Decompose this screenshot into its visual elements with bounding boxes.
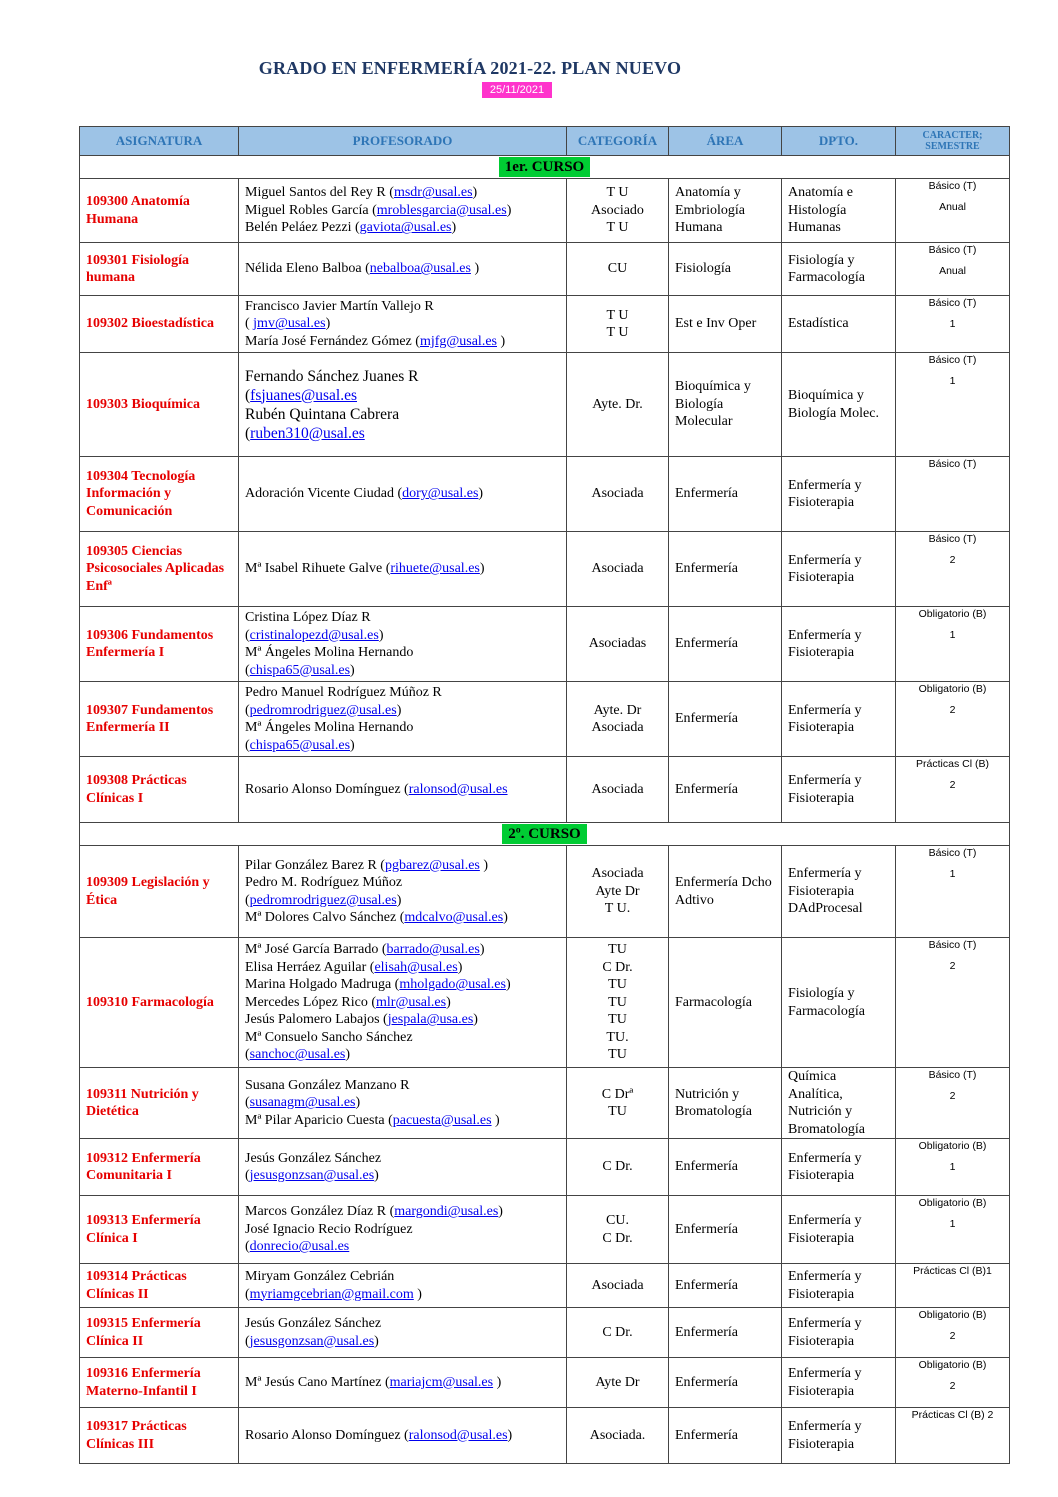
department-cell: Fisiología y Farmacología (782, 243, 896, 296)
department-cell: Estadística (782, 296, 896, 353)
caracter-type: Prácticas Cl (B) 2 (911, 1409, 994, 1421)
table-row (80, 757, 1010, 823)
category-cell (567, 682, 669, 757)
table-body (80, 156, 1010, 1464)
professor-line: Pedro Manuel Rodríguez Múñoz R (245, 685, 442, 700)
professors-cell (239, 296, 567, 353)
caracter-cell (896, 607, 1010, 682)
professor-line: Miguel Santos del Rey R (msdr@usal.es) (245, 185, 478, 201)
table-row (80, 1196, 1010, 1264)
caracter-type: Básico (T) (928, 458, 977, 470)
area-cell: Farmacología (669, 938, 782, 1068)
caracter-type: Básico (T) (928, 533, 977, 545)
area-cell: Anatomía y Embriología Humana (669, 179, 782, 243)
professor-line: Rosario Alonso Domínguez (ralonsod@usal.es (245, 781, 508, 797)
course-cell (80, 156, 1010, 179)
professors-cell (239, 243, 567, 296)
category-line: Ayte Dr (595, 1374, 640, 1390)
subject-name: 109308 Prácticas Clínicas I (80, 757, 239, 823)
caracter-type: Obligatorio (B) (918, 1359, 987, 1371)
professor-line: Mª Dolores Calvo Sánchez (mdcalvo@usal.es) (245, 910, 508, 925)
category-line: TU (608, 1047, 627, 1063)
email-link[interactable]: elisah@usal.es (374, 959, 458, 975)
category-line: C Dr. (602, 959, 633, 975)
professor-line: (jesusgonzsan@usal.es) (245, 1333, 379, 1349)
area-cell: Enfermería (669, 757, 782, 823)
area-cell: Enfermería (669, 1139, 782, 1196)
table-row (80, 938, 1010, 1068)
professor-line: Mª José García Barrado (barrado@usal.es) (245, 942, 485, 958)
category-line: Asociada (591, 720, 644, 735)
caracter-type: Prácticas Cl (B) (916, 758, 989, 770)
subjects-table (79, 126, 1010, 1464)
professors-cell (239, 938, 567, 1068)
department-cell: Enfermería y Fisioterapia (782, 607, 896, 682)
table-row (80, 1068, 1010, 1139)
subject-name: 109315 Enfermería Clínica II (80, 1308, 239, 1358)
area-cell: Enfermería (669, 1264, 782, 1308)
table-row (80, 607, 1010, 682)
department-cell: Enfermería y Fisioterapia (782, 457, 896, 532)
professor-line: Jesús González Sánchez (245, 1316, 382, 1331)
professors-cell (239, 607, 567, 682)
semester-value: Anual (939, 265, 966, 277)
area-cell: Bioquímica y Biología Molecular (669, 353, 782, 457)
caracter-cell (896, 353, 1010, 457)
professor-line: (susanagm@usal.es) (245, 1095, 361, 1111)
professors-cell (239, 682, 567, 757)
email-link[interactable]: susanagm@usal.es (249, 1095, 356, 1111)
category-cell (567, 1139, 669, 1196)
professors-cell (239, 1358, 567, 1408)
email-link[interactable]: pacuesta@usal.es (392, 1112, 492, 1128)
table-row (80, 1408, 1010, 1464)
professors-cell (239, 457, 567, 532)
category-line: T U (606, 307, 629, 323)
professors-cell (239, 532, 567, 607)
caracter-cell (896, 1358, 1010, 1408)
category-cell (567, 757, 669, 823)
semester-value: 2 (949, 1090, 956, 1102)
caracter-cell (896, 1196, 1010, 1264)
professors-cell (239, 757, 567, 823)
caracter-cell (896, 1264, 1010, 1308)
caracter-cell (896, 1308, 1010, 1358)
document-title: GRADO EN ENFERMERÍA 2021-22. PLAN NUEVO (258, 58, 682, 78)
category-cell (567, 1196, 669, 1264)
professor-line: María José Fernández Gómez (mjfg@usal.es ) (245, 333, 506, 349)
professor-line: (cristinalopezd@usal.es) (245, 627, 384, 643)
department-cell: Enfermería y Fisioterapia (782, 1264, 896, 1308)
professor-line: Cristina López Díaz R (245, 610, 371, 625)
professors-cell (239, 1264, 567, 1308)
semester-value: 2 (949, 960, 956, 972)
professors-cell (239, 179, 567, 243)
category-line: CU. (606, 1213, 629, 1228)
category-line: Ayte Dr (595, 883, 640, 899)
caracter-type: Básico (T) (928, 354, 977, 366)
professor-line: Nélida Eleno Balboa (nebalboa@usal.es ) (245, 261, 480, 277)
email-link[interactable]: myriamgcebrian@gmail.com (249, 1286, 414, 1302)
category-line: Ayte. Dr (593, 702, 642, 718)
category-line: T U (606, 325, 629, 340)
professors-cell (239, 846, 567, 938)
table-row (80, 353, 1010, 457)
category-line: TU (608, 1012, 627, 1028)
email-link[interactable]: chispa65@usal.es (249, 662, 351, 678)
category-cell (567, 179, 669, 243)
semester-value: 1 (949, 375, 956, 387)
header-area: ÁREA (669, 127, 782, 156)
caracter-cell (896, 179, 1010, 243)
department-cell: Fisiología y Farmacología (782, 938, 896, 1068)
course-label: 1er. CURSO (499, 157, 590, 177)
professor-line: (sanchoc@usal.es) (245, 1047, 351, 1063)
category-line: Asociada (591, 781, 644, 797)
professors-cell (239, 1308, 567, 1358)
table-row (80, 1264, 1010, 1308)
email-link[interactable]: mariajcm@usal.es (389, 1374, 494, 1390)
category-line: Asociada (591, 486, 644, 502)
professors-cell (239, 1196, 567, 1264)
professor-line: Marcos González Díaz R (margondi@usal.es) (245, 1204, 503, 1220)
department-cell: Enfermería y Fisioterapia (782, 1139, 896, 1196)
caracter-type: Básico (T) (928, 939, 977, 951)
category-cell (567, 1068, 669, 1139)
email-link[interactable]: barrado@usal.es (386, 942, 480, 958)
subject-name: 109307 Fundamentos Enfermería II (80, 682, 239, 757)
category-line: T U (606, 185, 629, 201)
email-link[interactable]: fsjuanes@usal.es (250, 386, 357, 404)
subject-name: 109310 Farmacología (80, 938, 239, 1068)
professor-line: (chispa65@usal.es) (245, 737, 355, 753)
category-line: T U (606, 220, 629, 236)
category-line: C Dr. (602, 1159, 633, 1175)
subject-name: 109305 Ciencias Psicosociales Aplicadas Enfª (80, 532, 239, 607)
email-link[interactable]: jmv@usal.es (253, 316, 326, 332)
caracter-cell (896, 757, 1010, 823)
category-line: TU (608, 942, 627, 958)
category-cell (567, 457, 669, 532)
category-line: Asociadas (588, 636, 647, 652)
professor-line: Rosario Alonso Domínguez (ralonsod@usal.es) (245, 1427, 513, 1443)
department-cell: Enfermería y Fisioterapia (782, 757, 896, 823)
department-cell: Enfermería y Fisioterapia (782, 682, 896, 757)
email-link[interactable]: chispa65@usal.es (249, 737, 351, 753)
professor-line: Jesús Palomero Labajos (jespala@usa.es) (245, 1012, 478, 1028)
caracter-cell (896, 243, 1010, 296)
area-cell: Fisiología (669, 243, 782, 296)
category-cell (567, 846, 669, 938)
header-dpto: DPTO. (782, 127, 896, 156)
caracter-type: Obligatorio (B) (918, 1197, 987, 1209)
email-link[interactable]: jesusgonzsan@usal.es (249, 1333, 375, 1349)
header-profesorado: PROFESORADO (239, 127, 567, 156)
caracter-cell (896, 1408, 1010, 1464)
professor-line: Jesús González Sánchez (245, 1150, 382, 1166)
professor-line: Mercedes López Rico (mlr@usal.es) (245, 994, 451, 1010)
professor-line: Mª Jesús Cano Martínez (mariajcm@usal.es ) (245, 1374, 502, 1390)
semester-value: 2 (949, 554, 956, 566)
semester-value: 1 (949, 629, 956, 641)
category-cell (567, 1408, 669, 1464)
department-cell: Enfermería y Fisioterapia DAdProcesal (782, 846, 896, 938)
category-line: TU (608, 994, 627, 1010)
area-cell: Enfermería (669, 532, 782, 607)
professor-line: Mª Consuelo Sancho Sánchez (245, 1029, 413, 1045)
course-cell (80, 823, 1010, 846)
email-link[interactable]: cristinalopezd@usal.es (249, 627, 379, 643)
semester-value: 2 (949, 779, 956, 791)
email-link[interactable]: mdcalvo@usal.es (404, 910, 504, 925)
caracter-cell (896, 1139, 1010, 1196)
email-link[interactable]: jesusgonzsan@usal.es (249, 1168, 375, 1183)
professor-line: Pedro M. Rodríguez Múñoz (245, 875, 403, 890)
semester-value: 2 (949, 1330, 956, 1342)
caracter-cell (896, 296, 1010, 353)
caracter-cell (896, 532, 1010, 607)
caracter-type: Obligatorio (B) (918, 1309, 987, 1321)
area-cell: Enfermería (669, 682, 782, 757)
professor-line: (pedromrodriguez@usal.es) (245, 702, 402, 718)
professor-line: Mª Isabel Rihuete Galve (rihuete@usal.es) (245, 561, 485, 577)
area-cell: Enfermería (669, 1308, 782, 1358)
category-line: TU. (606, 1029, 629, 1045)
semester-value: 2 (949, 1380, 956, 1392)
email-link[interactable]: mholgado@usal.es (399, 977, 506, 993)
professor-line: (pedromrodriguez@usal.es) (245, 892, 402, 908)
category-line: Asociada (591, 866, 644, 882)
table-row (80, 296, 1010, 353)
subject-name: 109314 Prácticas Clínicas II (80, 1264, 239, 1308)
category-line: CU (607, 261, 628, 277)
subject-name: 109306 Fundamentos Enfermería I (80, 607, 239, 682)
caracter-type: Básico (T) (928, 297, 977, 309)
professor-line: Pilar González Barez R (pgbarez@usal.es ) (245, 857, 489, 873)
table-row (80, 457, 1010, 532)
subject-name: 109316 Enfermería Materno-Infantil I (80, 1358, 239, 1408)
area-cell: Enfermería (669, 457, 782, 532)
professor-line: Elisa Herráez Aguilar (elisah@usal.es) (245, 959, 463, 975)
table-row (80, 1139, 1010, 1196)
email-link[interactable]: pedromrodriguez@usal.es (249, 892, 397, 908)
caracter-type: Obligatorio (B) (918, 1140, 987, 1152)
professor-line: Miguel Robles García (mroblesgarcia@usal.es) (245, 202, 512, 218)
area-cell: Nutrición y Bromatología (669, 1068, 782, 1139)
email-link[interactable]: ralonsod@usal.es (408, 781, 508, 797)
professor-line: Francisco Javier Martín Vallejo R (245, 298, 434, 314)
subject-name: 109312 Enfermería Comunitaria I (80, 1139, 239, 1196)
department-cell: Enfermería y Fisioterapia (782, 532, 896, 607)
caracter-cell (896, 938, 1010, 1068)
email-link[interactable]: dory@usal.es (402, 486, 479, 502)
professor-line: Fernando Sánchez Juanes R (245, 367, 419, 385)
subject-name: 109301 Fisiología humana (80, 243, 239, 296)
area-cell: Enfermería (669, 1196, 782, 1264)
professor-line: (myriamgcebrian@gmail.com ) (245, 1286, 422, 1302)
professor-line: ( jmv@usal.es) (245, 316, 331, 332)
email-link[interactable]: gaviota@usal.es (359, 220, 452, 236)
professors-cell (239, 1139, 567, 1196)
category-line: C Drª (601, 1086, 634, 1102)
department-cell: Anatomía e Histología Humanas (782, 179, 896, 243)
professor-line: (chispa65@usal.es) (245, 662, 355, 678)
area-cell: Enfermería (669, 607, 782, 682)
department-cell: Enfermería y Fisioterapia (782, 1308, 896, 1358)
professor-line: Susana González Manzano R (245, 1077, 410, 1093)
email-link[interactable]: nebalboa@usal.es (369, 261, 471, 277)
professor-line: Adoración Vicente Ciudad (dory@usal.es) (245, 486, 484, 502)
professor-line: Rubén Quintana Cabrera (245, 405, 400, 423)
email-link[interactable]: donrecio@usal.es (249, 1239, 350, 1255)
area-cell: Enfermería Dcho Adtivo (669, 846, 782, 938)
category-line: C Dr. (602, 1324, 633, 1340)
semester-value: 1 (949, 1161, 956, 1173)
subject-name: 109300 Anatomía Humana (80, 179, 239, 243)
table-row (80, 179, 1010, 243)
subject-name: 109304 Tecnología Información y Comunicación (80, 457, 239, 532)
category-line: Asociada (591, 561, 644, 577)
category-cell (567, 532, 669, 607)
table-header (80, 127, 1010, 156)
category-line: Asociada (591, 1277, 644, 1293)
caracter-type: Prácticas Cl (B)1 (913, 1265, 992, 1277)
professor-line: (ruben310@usal.es (245, 424, 365, 442)
caracter-type: Obligatorio (B) (918, 608, 987, 620)
category-line: Asociado (591, 202, 644, 218)
category-cell (567, 1308, 669, 1358)
category-cell (567, 607, 669, 682)
header-categoria: CATEGORÍA (567, 127, 669, 156)
caracter-type: Básico (T) (928, 244, 977, 256)
department-cell: Bioquímica y Biología Molec. (782, 353, 896, 457)
table-row (80, 846, 1010, 938)
area-cell: Enfermería (669, 1358, 782, 1408)
department-cell: Enfermería y Fisioterapia (782, 1196, 896, 1264)
category-line: Ayte. Dr. (592, 396, 643, 412)
semester-value: 1 (949, 318, 956, 330)
email-link[interactable]: msdr@usal.es (393, 185, 473, 201)
category-line: T U. (604, 901, 631, 917)
caracter-type: Básico (T) (928, 847, 977, 859)
table-row (80, 243, 1010, 296)
course-row (80, 156, 1010, 179)
category-line: Asociada. (589, 1427, 646, 1443)
caracter-type: Básico (T) (928, 1069, 977, 1081)
email-link[interactable]: ruben310@usal.es (250, 424, 365, 442)
email-link[interactable]: pgbarez@usal.es (384, 857, 480, 873)
semester-value: 1 (949, 868, 956, 880)
professor-line: Marina Holgado Madruga (mholgado@usal.es) (245, 977, 511, 993)
email-link[interactable]: mroblesgarcia@usal.es (376, 202, 507, 218)
table-row (80, 682, 1010, 757)
email-link[interactable]: rihuete@usal.es (390, 561, 480, 577)
course-row (80, 823, 1010, 846)
table-row (80, 1358, 1010, 1408)
professor-line: Mª Pilar Aparicio Cuesta (pacuesta@usal.es ) (245, 1112, 500, 1128)
professor-line: (jesusgonzsan@usal.es) (245, 1168, 379, 1183)
email-link[interactable]: sanchoc@usal.es (249, 1047, 346, 1063)
subject-name: 109317 Prácticas Clínicas III (80, 1408, 239, 1464)
subject-name: 109311 Nutrición y Dietética (80, 1068, 239, 1139)
professor-line: (fsjuanes@usal.es (245, 386, 357, 404)
semester-value: 2 (949, 704, 956, 716)
category-cell (567, 1264, 669, 1308)
category-line: TU (608, 1104, 627, 1119)
caracter-cell (896, 1068, 1010, 1139)
category-cell (567, 938, 669, 1068)
table-row (80, 1308, 1010, 1358)
semester-value: Anual (939, 201, 966, 213)
professors-cell (239, 353, 567, 457)
category-cell (567, 1358, 669, 1408)
professor-line: Mª Ángeles Molina Hernando (245, 645, 414, 660)
professor-line: José Ignacio Recio Rodríguez (245, 1221, 413, 1237)
category-cell (567, 353, 669, 457)
department-cell: Química Analítica, Nutrición y Bromatología (782, 1068, 896, 1139)
subject-name: 109302 Bioestadística (80, 296, 239, 353)
caracter-cell (896, 682, 1010, 757)
subject-name: 109313 Enfermería Clínica I (80, 1196, 239, 1264)
caracter-type: Básico (T) (928, 180, 977, 192)
professor-line: Mª Ángeles Molina Hernando (245, 720, 414, 735)
header-asignatura: ASIGNATURA (80, 127, 239, 156)
email-link[interactable]: jespala@usa.es (387, 1012, 474, 1028)
category-line: C Dr. (602, 1230, 633, 1246)
department-cell: Enfermería y Fisioterapia (782, 1408, 896, 1464)
caracter-cell (896, 457, 1010, 532)
email-link[interactable]: pedromrodriguez@usal.es (249, 702, 397, 718)
area-cell: Est e Inv Oper (669, 296, 782, 353)
email-link[interactable]: ralonsod@usal.es (408, 1427, 508, 1443)
table-row (80, 532, 1010, 607)
email-link[interactable]: margondi@usal.es (394, 1204, 499, 1220)
department-cell: Enfermería y Fisioterapia (782, 1358, 896, 1408)
course-label: 2º. CURSO (502, 824, 586, 844)
email-link[interactable]: mjfg@usal.es (419, 333, 497, 349)
category-cell (567, 243, 669, 296)
category-cell (567, 296, 669, 353)
professors-cell (239, 1408, 567, 1464)
subject-name: 109309 Legislación y Ética (80, 846, 239, 938)
semester-value: 1 (949, 1218, 956, 1230)
email-link[interactable]: mlr@usal.es (376, 994, 447, 1010)
professors-cell (239, 1068, 567, 1139)
date-badge: 25/11/2021 (482, 82, 552, 98)
subject-name: 109303 Bioquímica (80, 353, 239, 457)
caracter-type: Obligatorio (B) (918, 683, 987, 695)
professor-line: Miryam González Cebrián (245, 1269, 395, 1284)
professor-line: (donrecio@usal.es (245, 1239, 350, 1255)
caracter-cell (896, 846, 1010, 938)
area-cell: Enfermería (669, 1408, 782, 1464)
category-line: TU (608, 977, 627, 993)
header-caracter: CARACTER; SEMESTRE (896, 127, 1010, 156)
professor-line: Belén Peláez Pezzi (gaviota@usal.es) (245, 220, 457, 236)
